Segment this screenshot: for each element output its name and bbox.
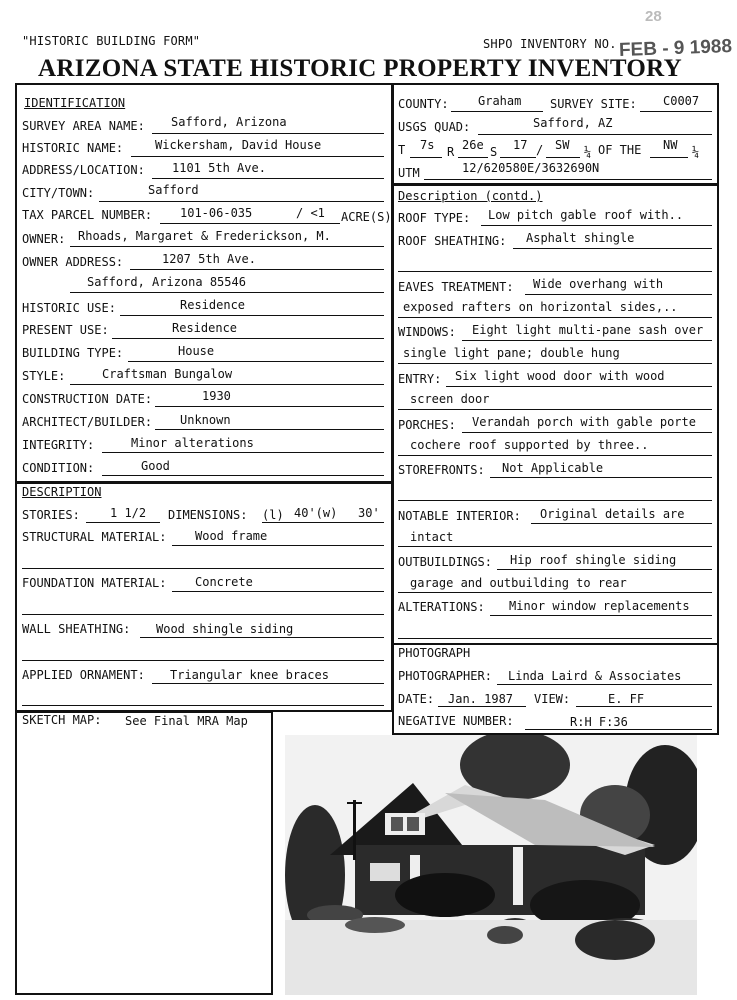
stamp-number: 28 [645,8,662,25]
dimension-w-value: 40'(w) [294,506,338,520]
shpo-inventory-label: SHPO INVENTORY NO. [483,37,617,51]
sketch-map-value: See Final MRA Map [125,714,248,728]
historic-name-value: Wickersham, David House [155,138,322,152]
city-label: CITY/TOWN: [22,186,95,200]
section-value: 17 [513,138,528,152]
township-label: T [398,143,406,157]
alterations-label: ALTERATIONS: [398,600,485,614]
survey-area-value: Safford, Arizona [171,115,287,129]
view-label: VIEW: [534,692,571,706]
outbuildings-label: OUTBUILDINGS: [398,555,492,569]
present-use-value: Residence [172,321,238,335]
survey-site-label: SURVEY SITE: [550,97,637,111]
owner-label: OWNER: [22,232,66,246]
notable-interior-value-2: intact [410,530,454,544]
style-value: Craftsman Bungalow [102,367,233,381]
quarter-2-value: NW [663,138,678,152]
range-label: R [447,145,455,159]
slash: / [536,143,544,157]
porches-value-2: cochere roof supported by three.. [410,438,649,452]
porches-value-1: Verandah porch with gable porte [472,415,696,429]
alterations-value: Minor window replacements [509,599,690,613]
dimension-l-value: (l) [262,508,284,522]
foundation-material-label: FOUNDATION MATERIAL: [22,576,167,590]
description-contd-heading: Description (contd.) [398,189,543,203]
roof-type-label: ROOF TYPE: [398,211,471,225]
historic-name-label: HISTORIC NAME: [22,141,124,155]
usgs-quad-label: USGS QUAD: [398,120,471,134]
date-label: DATE: [398,692,435,706]
architect-label: ARCHITECT/BUILDER: [22,415,153,429]
range-value: 26e [462,138,484,152]
survey-area-label: SURVEY AREA NAME: [22,119,145,133]
entry-label: ENTRY: [398,372,442,386]
foundation-material-value: Concrete [195,575,253,589]
quarter-symbol-2: ¼ [692,145,700,159]
entry-value-1: Six light wood door with wood [455,369,665,383]
storefronts-value: Not Applicable [502,461,604,475]
sketch-map-box [15,711,273,995]
received-date-stamp: FEB - 9 1988 [618,36,733,61]
of-the-label: OF THE [598,143,642,157]
wall-sheathing-value: Wood shingle siding [156,622,294,636]
negative-number-label: NEGATIVE NUMBER: [398,714,514,728]
structural-material-label: STRUCTURAL MATERIAL: [22,530,167,544]
acre-label: ACRE(S) [341,210,392,224]
stories-value: 1 1/2 [110,506,147,520]
integrity-value: Minor alterations [131,436,254,450]
view-value: E. FF [608,692,645,706]
architect-value: Unknown [180,413,231,427]
photographer-label: PHOTOGRAPHER: [398,669,492,683]
city-value: Safford [148,183,199,197]
identification-heading: IDENTIFICATION [24,96,126,110]
wall-sheathing-label: WALL SHEATHING: [22,622,131,636]
dimension-h-value: 30' [358,506,380,520]
windows-value-2: single light pane; double hung [403,346,620,360]
dimensions-label: DIMENSIONS: [168,508,248,522]
building-type-value: House [178,344,215,358]
township-value: 7s [420,138,435,152]
sketch-map-label: SKETCH MAP: [22,713,102,727]
stories-label: STORIES: [22,508,80,522]
eaves-value-2: exposed rafters on horizontal sides,.. [403,300,678,314]
description-heading: DESCRIPTION [22,485,102,499]
notable-interior-label: NOTABLE INTERIOR: [398,509,521,523]
outbuildings-value-1: Hip roof shingle siding [510,553,677,567]
house-photograph [285,735,697,995]
negative-number-value: R:H F:36 [570,715,628,729]
owner-address-line-2: Safford, Arizona 85546 [87,275,246,289]
photograph-heading: PHOTOGRAPH [398,646,471,660]
condition-value: Good [141,459,170,473]
house-photo-illustration [285,735,697,995]
present-use-label: PRESENT USE: [22,323,109,337]
porches-label: PORCHES: [398,418,456,432]
utm-value: 12/620580E/3632690N [462,161,600,175]
county-value: Graham [478,94,522,108]
utm-label: UTM [398,166,420,180]
county-label: COUNTY: [398,97,449,111]
integrity-label: INTEGRITY: [22,438,95,452]
owner-address-label: OWNER ADDRESS: [22,255,124,269]
date-value: Jan. 1987 [448,692,514,706]
structural-material-value: Wood frame [195,529,268,543]
quarter-1-value: SW [555,138,570,152]
photographer-value: Linda Laird & Associates [508,669,682,683]
building-type-label: BUILDING TYPE: [22,346,124,360]
storefronts-label: STOREFRONTS: [398,463,485,477]
construction-date-value: 1930 [202,389,231,403]
condition-label: CONDITION: [22,461,95,475]
historic-use-label: HISTORIC USE: [22,301,116,315]
windows-value-1: Eight light multi-pane sash over [472,323,704,337]
notable-interior-value-1: Original details are [540,507,685,521]
tax-parcel-value: 101-06-035 [180,206,253,220]
roof-sheathing-value: Asphalt shingle [526,231,635,245]
entry-value-2: screen door [410,392,490,406]
address-label: ADDRESS/LOCATION: [22,163,145,177]
applied-ornament-value: Triangular knee braces [170,668,329,682]
roof-sheathing-label: ROOF SHEATHING: [398,234,507,248]
form-title: ARIZONA STATE HISTORIC PROPERTY INVENTORY [38,55,683,82]
form-name: "HISTORIC BUILDING FORM" [22,34,201,48]
outbuildings-value-2: garage and outbuilding to rear [410,576,627,590]
roof-type-value: Low pitch gable roof with.. [488,208,684,222]
tax-parcel-label: TAX PARCEL NUMBER: [22,208,153,222]
section-label: S [490,145,498,159]
historic-use-value: Residence [180,298,246,312]
usgs-quad-value: Safford, AZ [533,116,613,130]
style-label: STYLE: [22,369,66,383]
eaves-value-1: Wide overhang with [533,277,664,291]
windows-label: WINDOWS: [398,325,456,339]
address-value: 1101 5th Ave. [172,161,266,175]
owner-address-line-1: 1207 5th Ave. [162,252,256,266]
applied-ornament-label: APPLIED ORNAMENT: [22,668,145,682]
eaves-label: EAVES TREATMENT: [398,280,514,294]
description-contd-box [392,184,719,644]
owner-value: Rhoads, Margaret & Frederickson, M. [78,229,331,243]
quarter-symbol-1: ¼ [584,145,592,159]
acre-value: / <1 [296,206,325,220]
construction-date-label: CONSTRUCTION DATE: [22,392,153,406]
survey-site-value: C0007 [663,94,700,108]
